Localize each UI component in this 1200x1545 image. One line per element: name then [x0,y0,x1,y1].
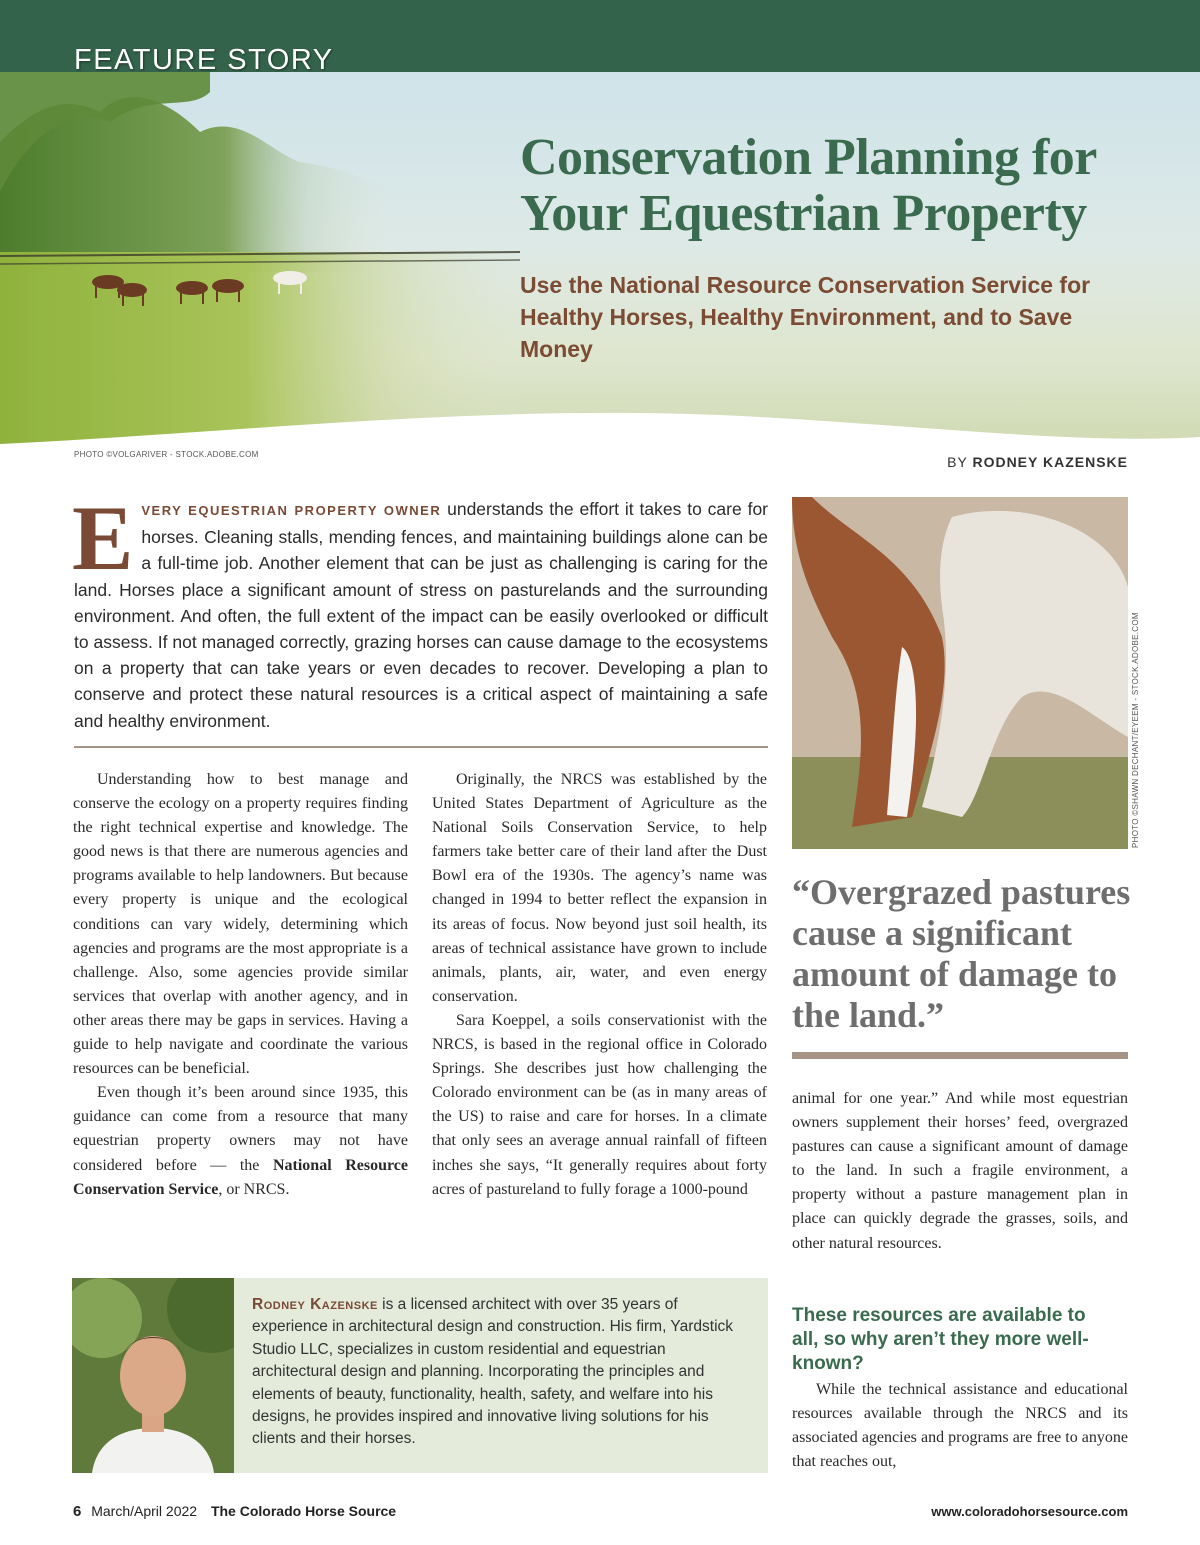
photo-credit: PHOTO ©VOLGARIVER - STOCK.ADOBE.COM [74,450,259,459]
body-paragraph: Understanding how to best manage and conserve the ecology on a property requires finding the right technical expertise and knowledge. The good news is that there are numerous agencies and programs available to help landowners. But because every property is unique and the ecological conditions can vary widely, determining which agencies and programs are the most appropriate is a challenge. Also, some agencies provide similar services that overlap with another agency, and in other areas there may be gaps in services. Having a guide to help navigate and coordinate the various resources can be beneficial. [73,771,408,1078]
publication-name: The Colorado Horse Source [210,1503,397,1519]
body-column-4 [792,1378,1128,1474]
page-footer [73,1503,396,1520]
byline-prefix: BY [947,454,968,470]
author-photo [72,1278,234,1473]
intro-paragraph [72,487,769,734]
byline [947,454,1128,470]
photo-credit: PHOTO ©SHAWN DECHANT/EYEEM - STOCK.ADOBE.COM [1131,612,1140,848]
body-paragraph: animal for one year.” And while most equestrian owners supplement their horses’ feed, overgrazed pastures can cause a significant amount of damage to the land. In such a fragile environment, a property without a pasture management plan in place can quickly degrade the grasses, soils, and other natural resources. [792,1090,1128,1252]
article-deck: Use the National Resource Conservation Service for Healthy Horses, Healthy Environment, and to Save Money [520,272,1091,362]
body-column-3 [792,1087,1128,1256]
author-bio: is a licensed architect with over 35 years of experience in architectural design and construction. His firm, Yardstick Studio LLC, specializes in custom residential and equestrian architectural design and planning. Incorporating the principles and elements of beauty, functionality, health, safety, and welfare into his designs, he provides inspired and innovative living solutions for his clients and their horses. [252,1296,734,1448]
website-url: www.coloradohorsesource.com [931,1504,1128,1519]
byline-author: RODNEY KAZENSKE [972,454,1128,470]
emphasis-text: National Resource Conservation Service [73,1156,408,1198]
section-divider [74,746,768,748]
grazing-horses-photo [792,497,1128,849]
drop-cap: E [72,487,134,589]
body-paragraph: Sara Koeppel, a soils conservationist with the NRCS, is based in the regional office in Colorado Springs. She describes just how challenging the Colorado environment can be (as in many areas of the US) to raise and care for horses. In a climate that only sees an average annual rainfall of fifteen inches she says, “It generally requires about forty acres of pastureland to fully forage a 1000-pound [432,1011,767,1198]
author-bio-text [252,1294,752,1451]
issue-date: March/April 2022 [91,1503,198,1519]
author-portrait-illustration [72,1278,234,1473]
pull-quote-rule [792,1052,1128,1059]
body-text: , or NRCS. [218,1180,290,1198]
section-label: FEATURE STORY [74,44,334,76]
body-column-1 [73,768,408,1202]
section-subhead: These resources are available to all, so why aren’t they more well-known? [792,1305,1089,1374]
page-number: 6 [73,1503,82,1520]
lead-in: VERY EQUESTRIAN PROPERTY OWNER [141,503,442,518]
horses-grazing-illustration [792,497,1128,849]
article-title: Conservation Planning for Your Equestrian Property [520,129,1096,242]
pull-quote: “Overgrazed pastures cause a significant amount of damage to the land.” [792,872,1131,1035]
body-column-2 [432,768,767,1202]
body-text: Even though it’s been around since 1935, this guidance can come from a resource that many equestrian property owners may not have considered before — the [73,1084,408,1174]
body-paragraph: Originally, the NRCS was established by the United States Department of Agriculture as the National Soils Conservation Service, to help farmers take better care of their land after the Dust Bowl era of the 1930s. The agency’s name was changed in 1994 to better reflect the expansion in its areas of focus. Now beyond just soil health, its areas of technical assistance have grown to include animals, plants, air, water, and even energy conservation. [432,771,767,1005]
body-paragraph: While the technical assistance and educational resources available through the NRCS and its associated agencies and programs are free to anyone that reaches out, [792,1381,1128,1471]
body-paragraph [73,1081,408,1201]
author-name: Rodney Kazenske [252,1296,378,1313]
intro-text: understands the effort it takes to care for horses. Cleaning stalls, mending fences, and maintaining buildings alone can be a full-time job. Another element that can be just as challenging is caring for the land. Horses place a significant amount of stress on pasturelands and the surrounding environment. And often, the full extent of the impact can be easily overlooked or difficult to assess. If not managed correctly, grazing horses can cause damage to the ecosystems on a property that can take years or even decades to recover. Developing a plan to conserve and protect these natural resources is a critical aspect of maintaining a safe and healthy environment. [74,499,769,731]
